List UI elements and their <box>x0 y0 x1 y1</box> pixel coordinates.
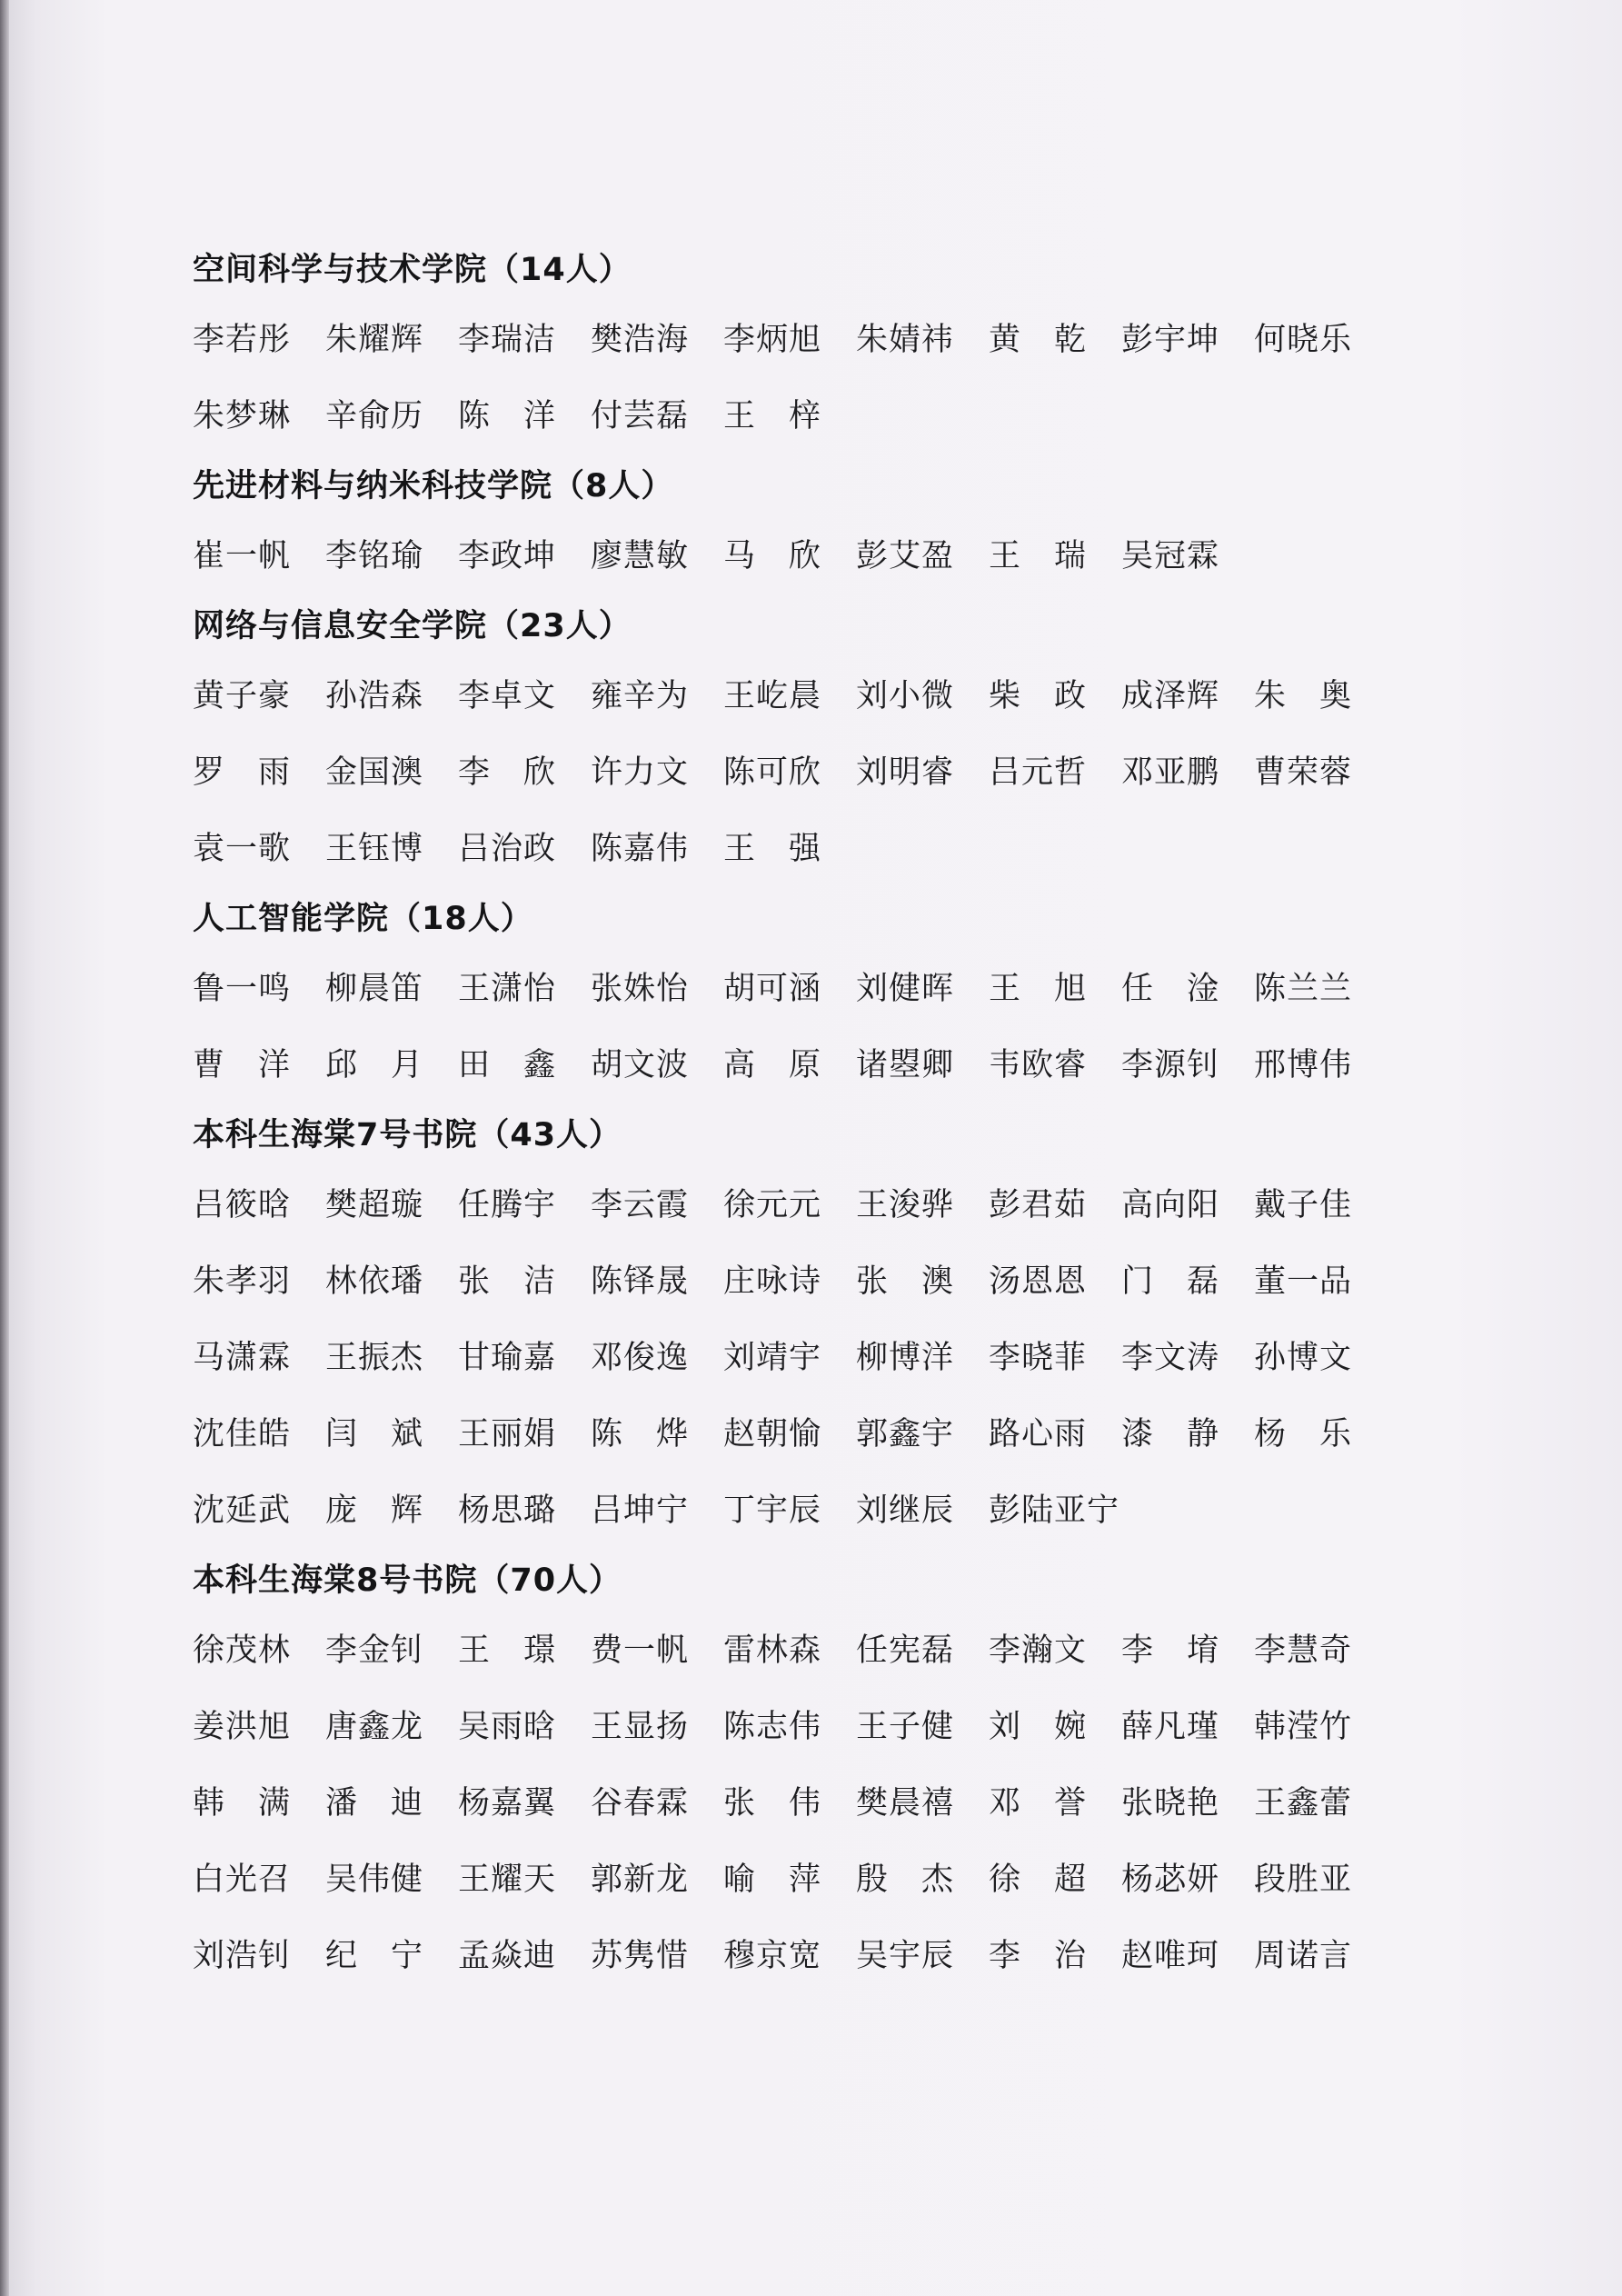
student-name: 徐 超 <box>989 1862 1088 1898</box>
student-name: 彭君茹 <box>989 1187 1088 1223</box>
college-section <box>193 1549 1465 1994</box>
student-name: 吕坤宁 <box>591 1492 690 1529</box>
name-grid <box>193 951 1465 1103</box>
student-name: 朱婧祎 <box>856 322 955 358</box>
student-name: 李政坤 <box>458 538 557 574</box>
student-name: 沈佳皓 <box>193 1416 292 1452</box>
student-name: 王 梓 <box>723 398 822 434</box>
student-name: 付芸磊 <box>591 398 690 434</box>
student-name: 黄 乾 <box>989 322 1088 358</box>
student-name: 高 原 <box>723 1047 822 1083</box>
student-name: 杨苾妍 <box>1121 1862 1220 1898</box>
student-name: 闫 斌 <box>325 1416 424 1452</box>
student-name: 郭新龙 <box>591 1862 690 1898</box>
college-section <box>193 238 1465 454</box>
student-name: 喻 萍 <box>723 1862 822 1898</box>
student-name: 樊晨禧 <box>856 1785 955 1822</box>
student-name: 田 鑫 <box>458 1047 557 1083</box>
student-name: 戴子佳 <box>1254 1187 1353 1223</box>
student-name: 吴宇辰 <box>856 1938 955 1974</box>
student-name: 徐元元 <box>723 1187 822 1223</box>
college-heading: 本科生海棠7号书院（43人） <box>193 1117 622 1153</box>
student-name: 陈 烨 <box>591 1416 690 1452</box>
student-name: 张姝怡 <box>591 971 690 1007</box>
student-name: 门 磊 <box>1121 1263 1220 1300</box>
student-name: 姜洪旭 <box>193 1709 292 1745</box>
student-name: 董一品 <box>1254 1263 1353 1300</box>
student-name: 吕治政 <box>458 831 557 867</box>
college-heading: 人工智能学院（18人） <box>193 901 533 937</box>
student-name: 陈嘉伟 <box>591 831 690 867</box>
student-name: 丁宇辰 <box>723 1492 822 1529</box>
student-name: 白光召 <box>193 1862 292 1898</box>
student-name: 李 堉 <box>1121 1632 1220 1669</box>
student-name: 高向阳 <box>1121 1187 1220 1223</box>
student-name: 彭宇坤 <box>1121 322 1220 358</box>
student-name: 陈志伟 <box>723 1709 822 1745</box>
student-name: 樊超璇 <box>325 1187 424 1223</box>
student-name: 李晓菲 <box>989 1340 1088 1376</box>
student-name: 吴伟健 <box>325 1862 424 1898</box>
student-name: 李 欣 <box>458 754 557 791</box>
student-name: 漆 静 <box>1121 1416 1220 1452</box>
student-name: 刘靖宇 <box>723 1340 822 1376</box>
student-name: 吴雨晗 <box>458 1709 557 1745</box>
student-name: 崔一帆 <box>193 538 292 574</box>
student-name: 李金钊 <box>325 1632 424 1669</box>
student-name: 庄咏诗 <box>723 1263 822 1300</box>
student-name: 韩 满 <box>193 1785 292 1822</box>
student-name: 唐鑫龙 <box>325 1709 424 1745</box>
student-name: 谷春霖 <box>591 1785 690 1822</box>
student-name: 李铭瑜 <box>325 538 424 574</box>
student-name: 张 伟 <box>723 1785 822 1822</box>
student-name: 孟焱迪 <box>458 1938 557 1974</box>
student-name: 王丽娟 <box>458 1416 557 1452</box>
student-name: 樊浩海 <box>591 322 690 358</box>
name-grid <box>193 1167 1465 1549</box>
student-name: 任 淦 <box>1121 971 1220 1007</box>
student-name: 沈延武 <box>193 1492 292 1529</box>
student-name: 曹荣蓉 <box>1254 754 1353 791</box>
student-name: 杨嘉翼 <box>458 1785 557 1822</box>
student-name: 庞 辉 <box>325 1492 424 1529</box>
student-name: 任宪磊 <box>856 1632 955 1669</box>
student-name: 韩滢竹 <box>1254 1709 1353 1745</box>
student-name: 杨思璐 <box>458 1492 557 1529</box>
student-name: 王鑫蕾 <box>1254 1785 1353 1822</box>
student-name: 金国澳 <box>325 754 424 791</box>
student-name: 王 旭 <box>989 971 1088 1007</box>
student-name: 杨 乐 <box>1254 1416 1353 1452</box>
student-name: 李炳旭 <box>723 322 822 358</box>
student-name: 刘 婉 <box>989 1709 1088 1745</box>
student-name: 廖慧敏 <box>591 538 690 574</box>
student-name: 刘浩钊 <box>193 1938 292 1974</box>
student-name: 胡可涵 <box>723 971 822 1007</box>
student-name: 陈 洋 <box>458 398 557 434</box>
student-name: 王 璟 <box>458 1632 557 1669</box>
student-name: 邓俊逸 <box>591 1340 690 1376</box>
student-name: 朱梦琳 <box>193 398 292 434</box>
student-name: 陈铎晟 <box>591 1263 690 1300</box>
student-name: 赵朝愉 <box>723 1416 822 1452</box>
student-name: 穆京宽 <box>723 1938 822 1974</box>
student-name: 张 澳 <box>856 1263 955 1300</box>
college-heading: 空间科学与技术学院（14人） <box>193 252 632 288</box>
college-section <box>193 887 1465 1103</box>
college-section <box>193 454 1465 594</box>
student-name: 李源钊 <box>1121 1047 1220 1083</box>
student-name: 王钰博 <box>325 831 424 867</box>
student-name: 汤恩恩 <box>989 1263 1088 1300</box>
student-name: 曹 洋 <box>193 1047 292 1083</box>
student-name: 薛凡瑾 <box>1121 1709 1220 1745</box>
student-name: 彭陆亚宁 <box>989 1492 1120 1529</box>
student-name: 诸曌卿 <box>856 1047 955 1083</box>
student-name: 费一帆 <box>591 1632 690 1669</box>
student-name: 朱 奥 <box>1254 678 1353 714</box>
student-name: 任腾宇 <box>458 1187 557 1223</box>
college-heading: 先进材料与纳米科技学院（8人） <box>193 468 674 504</box>
student-name: 李文涛 <box>1121 1340 1220 1376</box>
student-name: 何晓乐 <box>1254 322 1353 358</box>
student-name: 殷 杰 <box>856 1862 955 1898</box>
student-name: 王潇怡 <box>458 971 557 1007</box>
student-name: 柴 政 <box>989 678 1088 714</box>
student-name: 刘明睿 <box>856 754 955 791</box>
student-name: 雍辛为 <box>591 678 690 714</box>
student-name: 王耀天 <box>458 1862 557 1898</box>
student-name: 纪 宁 <box>325 1938 424 1974</box>
student-name: 邓亚鹏 <box>1121 754 1220 791</box>
student-name: 李慧奇 <box>1254 1632 1353 1669</box>
college-section <box>193 594 1465 887</box>
college-section <box>193 1103 1465 1549</box>
student-name: 朱孝羽 <box>193 1263 292 1300</box>
student-name: 柳晨笛 <box>325 971 424 1007</box>
student-name: 雷林森 <box>723 1632 822 1669</box>
student-name: 李卓文 <box>458 678 557 714</box>
student-name: 王振杰 <box>325 1340 424 1376</box>
student-name: 彭艾盈 <box>856 538 955 574</box>
name-grid <box>193 658 1465 887</box>
student-name: 罗 雨 <box>193 754 292 791</box>
student-name: 李云霞 <box>591 1187 690 1223</box>
student-name: 胡文波 <box>591 1047 690 1083</box>
college-heading: 本科生海棠8号书院（70人） <box>193 1562 622 1599</box>
student-name: 袁一歌 <box>193 831 292 867</box>
student-name: 朱耀辉 <box>325 322 424 358</box>
student-name: 赵唯珂 <box>1121 1938 1220 1974</box>
award-list <box>193 238 1465 1994</box>
name-grid <box>193 518 1465 594</box>
student-name: 王 瑞 <box>989 538 1088 574</box>
student-name: 吕元哲 <box>989 754 1088 791</box>
student-name: 鲁一鸣 <box>193 971 292 1007</box>
student-name: 苏隽惜 <box>591 1938 690 1974</box>
student-name: 韦欧睿 <box>989 1047 1088 1083</box>
student-name: 成泽辉 <box>1121 678 1220 714</box>
student-name: 邱 月 <box>325 1047 424 1083</box>
student-name: 马 欣 <box>723 538 822 574</box>
student-name: 张 洁 <box>458 1263 557 1300</box>
student-name: 徐茂林 <box>193 1632 292 1669</box>
student-name: 李若彤 <box>193 322 292 358</box>
student-name: 柳博洋 <box>856 1340 955 1376</box>
student-name: 刘继辰 <box>856 1492 955 1529</box>
student-name: 吕筱晗 <box>193 1187 292 1223</box>
student-name: 马潇霖 <box>193 1340 292 1376</box>
student-name: 李 治 <box>989 1938 1088 1974</box>
student-name: 郭鑫宇 <box>856 1416 955 1452</box>
page-edge-shadow <box>0 0 9 2296</box>
student-name: 陈兰兰 <box>1254 971 1353 1007</box>
student-name: 刘小微 <box>856 678 955 714</box>
student-name: 王屹晨 <box>723 678 822 714</box>
name-grid <box>193 302 1465 454</box>
student-name: 林依璠 <box>325 1263 424 1300</box>
name-grid <box>193 1612 1465 1994</box>
student-name: 辛俞历 <box>325 398 424 434</box>
student-name: 刘健晖 <box>856 971 955 1007</box>
student-name: 许力文 <box>591 754 690 791</box>
student-name: 李瀚文 <box>989 1632 1088 1669</box>
student-name: 路心雨 <box>989 1416 1088 1452</box>
student-name: 李瑞洁 <box>458 322 557 358</box>
student-name: 周诺言 <box>1254 1938 1353 1974</box>
student-name: 孙博文 <box>1254 1340 1353 1376</box>
student-name: 吴冠霖 <box>1121 538 1220 574</box>
student-name: 甘瑜嘉 <box>458 1340 557 1376</box>
student-name: 王浚骅 <box>856 1187 955 1223</box>
student-name: 邓 誉 <box>989 1785 1088 1822</box>
student-name: 段胜亚 <box>1254 1862 1353 1898</box>
student-name: 孙浩森 <box>325 678 424 714</box>
student-name: 王 强 <box>723 831 822 867</box>
student-name: 王显扬 <box>591 1709 690 1745</box>
college-heading: 网络与信息安全学院（23人） <box>193 608 632 644</box>
student-name: 潘 迪 <box>325 1785 424 1822</box>
student-name: 黄子豪 <box>193 678 292 714</box>
student-name: 陈可欣 <box>723 754 822 791</box>
student-name: 邢博伟 <box>1254 1047 1353 1083</box>
student-name: 王子健 <box>856 1709 955 1745</box>
student-name: 张晓艳 <box>1121 1785 1220 1822</box>
